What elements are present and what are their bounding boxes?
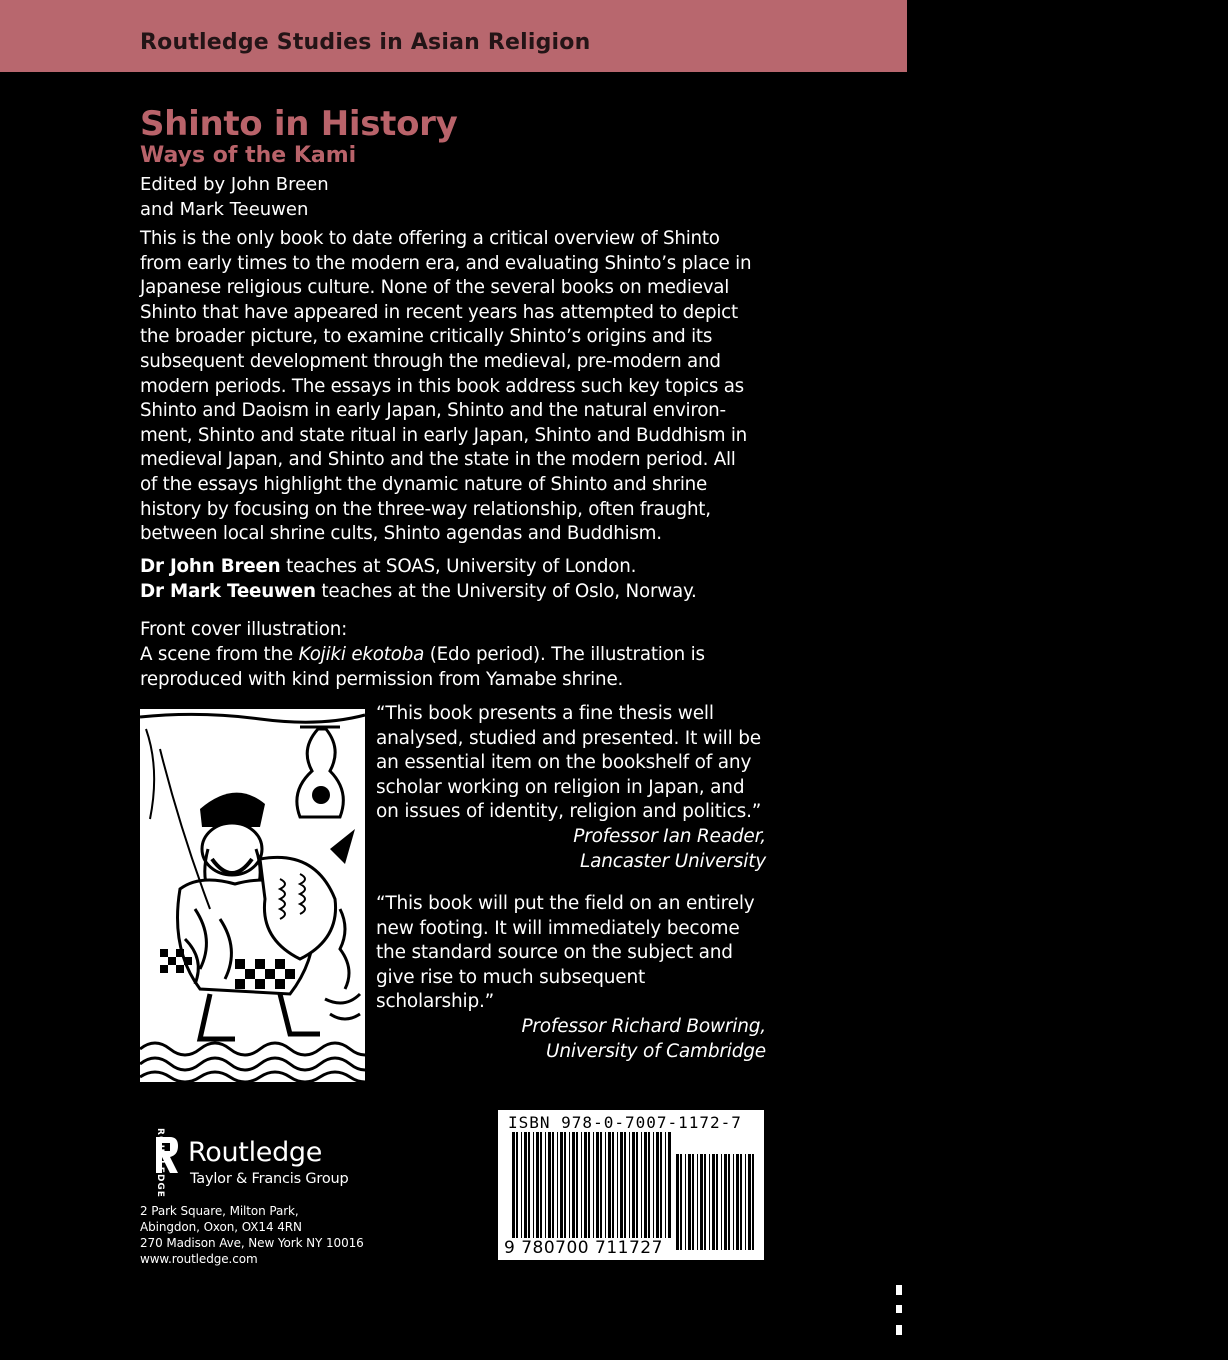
quote-affiliation: Lancaster University — [580, 850, 766, 872]
editors-line-2: and Mark Teeuwen — [140, 199, 309, 220]
address-line: 270 Madison Ave, New York NY 10016 — [140, 1236, 364, 1250]
credit-text: A scene from the — [140, 644, 299, 665]
publisher-logo — [140, 1128, 370, 1198]
bio-name: Dr John Breen — [140, 556, 281, 577]
edge-mark — [892, 1285, 907, 1360]
quote-line: an essential item on the bookshelf of any — [376, 752, 752, 774]
quote-line: “This book presents a fine thesis well — [376, 703, 714, 724]
isbn-barcode — [498, 1110, 1228, 1260]
quote-line: new footing. It will immediately become — [376, 917, 740, 939]
quote-line: the standard source on the subject and — [376, 942, 733, 964]
publisher-address — [140, 1203, 364, 1267]
series-title: Routledge Studies in Asian Religion — [140, 30, 591, 55]
publisher-group: Taylor & Francis Group — [190, 1171, 349, 1187]
bio-name: Dr Mark Teeuwen — [140, 581, 316, 602]
illustration-drawing — [140, 709, 365, 1082]
isbn-label: ISBN 978-0-7007-1172-7 — [508, 1113, 742, 1132]
ean-digits: 9 780700 711727 — [504, 1238, 663, 1258]
credit-heading: Front cover illustration: — [140, 619, 348, 640]
quote-author: Professor Ian Reader, — [573, 825, 766, 847]
cover-illustration-credit — [140, 617, 760, 692]
publisher-name: Routledge — [188, 1137, 323, 1168]
blurb-line: ment, Shinto and state ritual in early Japan, Shinto and Buddhism in — [140, 424, 748, 446]
blurb-line: subsequent development through the medieval, pre-modern and — [140, 350, 721, 372]
book-title: Shinto in History — [140, 104, 458, 144]
quote-author: Professor Richard Bowring, — [521, 1015, 766, 1037]
blurb-line: Shinto that have appeared in recent years has attempted to depict — [140, 301, 738, 323]
credit-work-title: Kojiki ekotoba — [298, 644, 425, 665]
credit-text: (Edo period). The illustration is — [424, 644, 705, 665]
blurb-line: the broader picture, to examine critically Shinto’s origins and its — [140, 326, 713, 348]
publisher-website: www.routledge.com — [140, 1252, 258, 1266]
blurb-line: between local shrine cults, Shinto agendas and Buddhism. — [140, 523, 662, 545]
publisher-vertical-label: ROUTLEDGE — [154, 1128, 165, 1198]
blurb-line: This is the only book to date offering a critical overview of Shinto — [140, 228, 720, 249]
description-blurb — [140, 227, 780, 547]
blurb-line: of the essays highlight the dynamic nature of Shinto and shrine — [140, 473, 708, 495]
quote-line: “This book will put the field on an entirely — [376, 893, 755, 914]
price-code: 90000 — [1175, 1133, 1228, 1152]
book-subtitle: Ways of the Kami — [140, 143, 357, 168]
bio-teeuwen — [140, 579, 697, 604]
woodblock-illustration — [140, 709, 365, 1082]
editors — [140, 172, 329, 222]
blurb-line: Shinto and Daoism in early Japan, Shinto and the natural environ- — [140, 400, 726, 422]
review-quote-reader — [376, 702, 766, 874]
credit-line-2 — [140, 642, 760, 667]
quote-line: on issues of identity, religion and politics.” — [376, 801, 762, 823]
blurb-line: medieval Japan, and Shinto and the state in the modern period. All — [140, 449, 736, 471]
bio-breen — [140, 554, 697, 579]
bio-text: teaches at the University of Oslo, Norway. — [315, 581, 697, 602]
blurb-line: from early times to the modern era, and evaluating Shinto’s place in — [140, 252, 752, 274]
address-line: Abingdon, Oxon, OX14 4RN — [140, 1220, 302, 1234]
quote-line: give rise to much subsequent scholarship.” — [376, 966, 646, 1013]
blurb-line: Japanese religious culture. None of the several books on medieval — [140, 277, 730, 299]
quote-line: scholar working on religion in Japan, and — [376, 776, 745, 798]
quote-line: analysed, studied and presented. It will be — [376, 727, 761, 749]
review-quote-bowring — [376, 892, 766, 1064]
blurb-line: modern periods. The essays in this book address such key topics as — [140, 375, 744, 397]
credit-line-3: reproduced with kind permission from Yamabe shrine. — [140, 669, 624, 690]
editors-line-1: Edited by John Breen — [140, 174, 329, 195]
bio-text: teaches at SOAS, University of London. — [280, 556, 637, 577]
series-banner — [0, 0, 907, 72]
blurb-line: history by focusing on the three-way relationship, often fraught, — [140, 498, 711, 520]
quote-affiliation: University of Cambridge — [546, 1040, 766, 1062]
editor-bios — [140, 554, 697, 604]
address-line: 2 Park Square, Milton Park, — [140, 1204, 299, 1218]
